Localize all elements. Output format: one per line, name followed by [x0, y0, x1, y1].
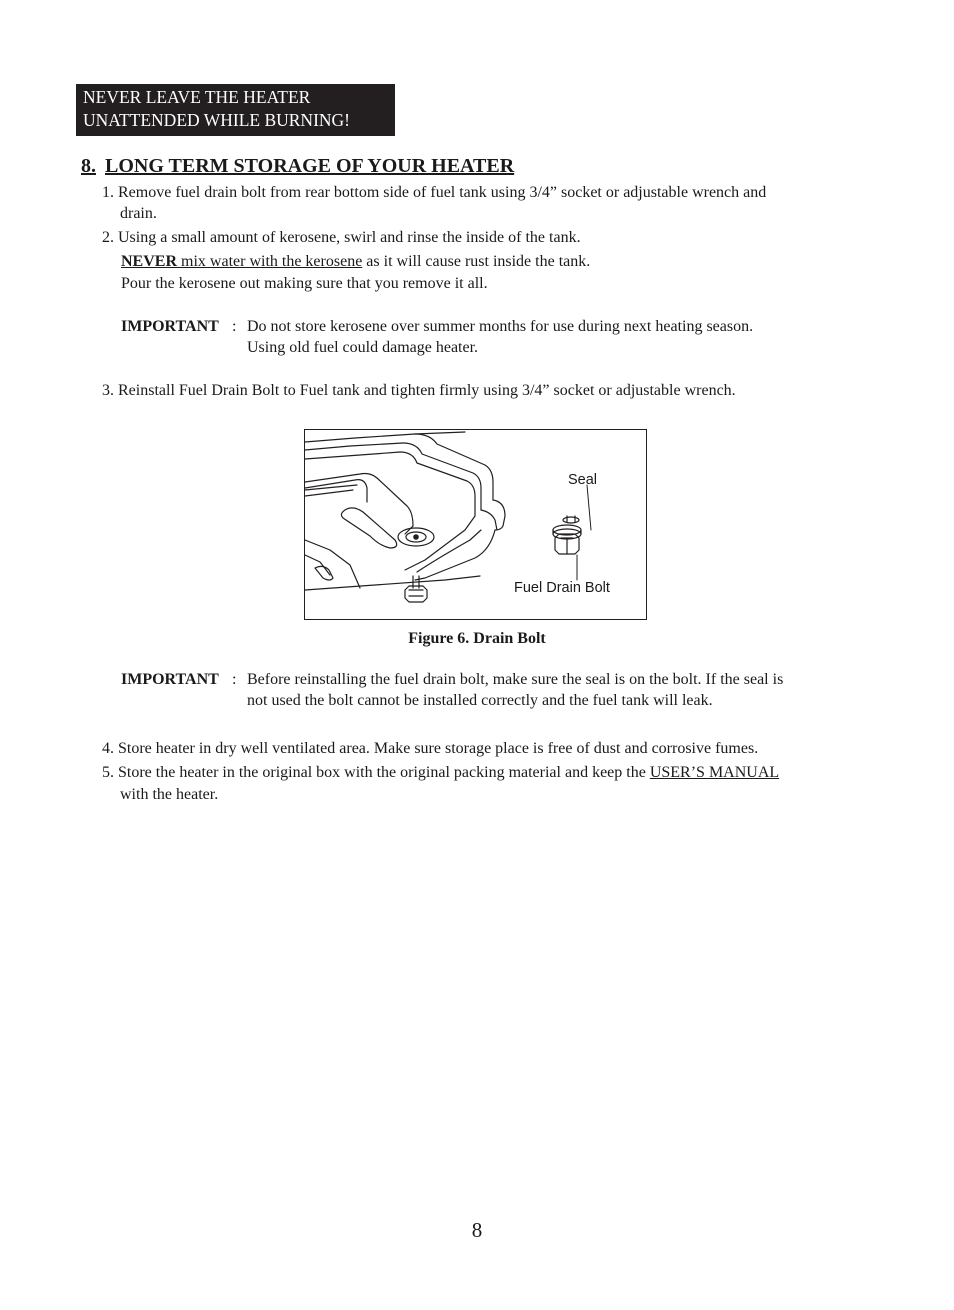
- section-number: 8.: [81, 155, 96, 177]
- mix-water-phrase: mix water with the kerosene: [177, 253, 363, 270]
- users-manual-reference: USER’S MANUAL: [649, 764, 780, 781]
- rust-phrase: as it will cause rust inside the tank.: [362, 253, 591, 270]
- important-2-label: IMPORTANT: [121, 671, 219, 688]
- figure-caption: Figure 6. Drain Bolt: [408, 630, 546, 647]
- important-2-line-1: Before reinstalling the fuel drain bolt, make sure the seal is on the bolt. If the seal is: [247, 671, 784, 688]
- step-5-text: 5. Store the heater in the original box with the original packing material and keep the: [102, 764, 650, 781]
- section-heading: [81, 155, 514, 178]
- fuel-drain-bolt-label: Fuel Drain Bolt: [514, 580, 610, 596]
- warning-line-2: UNATTENDED WHILE BURNING!: [83, 110, 350, 130]
- step-1-line-2: drain.: [120, 205, 157, 222]
- warning-banner: [76, 84, 395, 136]
- important-2-line-2: not used the bolt cannot be installed correctly and the fuel tank will leak.: [247, 692, 713, 709]
- section-title: LONG TERM STORAGE OF YOUR HEATER: [105, 155, 515, 177]
- step-2-line-3: Pour the kerosene out making sure that you remove it all.: [121, 275, 488, 292]
- drain-bolt-figure: [304, 429, 647, 620]
- important-1-line-2: Using old fuel could damage heater.: [247, 339, 479, 356]
- important-1-separator: :: [232, 318, 237, 335]
- step-2-line-2: [121, 251, 590, 272]
- step-5-line-1: [102, 762, 779, 783]
- seal-label: Seal: [568, 472, 598, 488]
- warning-line-1: NEVER LEAVE THE HEATER: [83, 87, 311, 107]
- important-1-line-1: Do not store kerosene over summer months for use during next heating season.: [247, 318, 754, 335]
- important-1-label: IMPORTANT: [121, 318, 219, 335]
- step-3: 3. Reinstall Fuel Drain Bolt to Fuel tank and tighten firmly using 3/4” socket or adjustable wrench.: [102, 382, 736, 399]
- never-emphasis: NEVER: [121, 253, 178, 270]
- step-5-line-2: with the heater.: [120, 786, 219, 803]
- page-number: 8: [471, 1218, 483, 1242]
- step-2-line-1: 2. Using a small amount of kerosene, swirl and rinse the inside of the tank.: [102, 229, 581, 246]
- step-1-line-1: 1. Remove fuel drain bolt from rear bottom side of fuel tank using 3/4” socket or adjustable wrench and: [102, 184, 767, 201]
- important-2-separator: :: [232, 671, 237, 688]
- step-4: 4. Store heater in dry well ventilated area. Make sure storage place is free of dust and corrosive fumes.: [102, 740, 759, 757]
